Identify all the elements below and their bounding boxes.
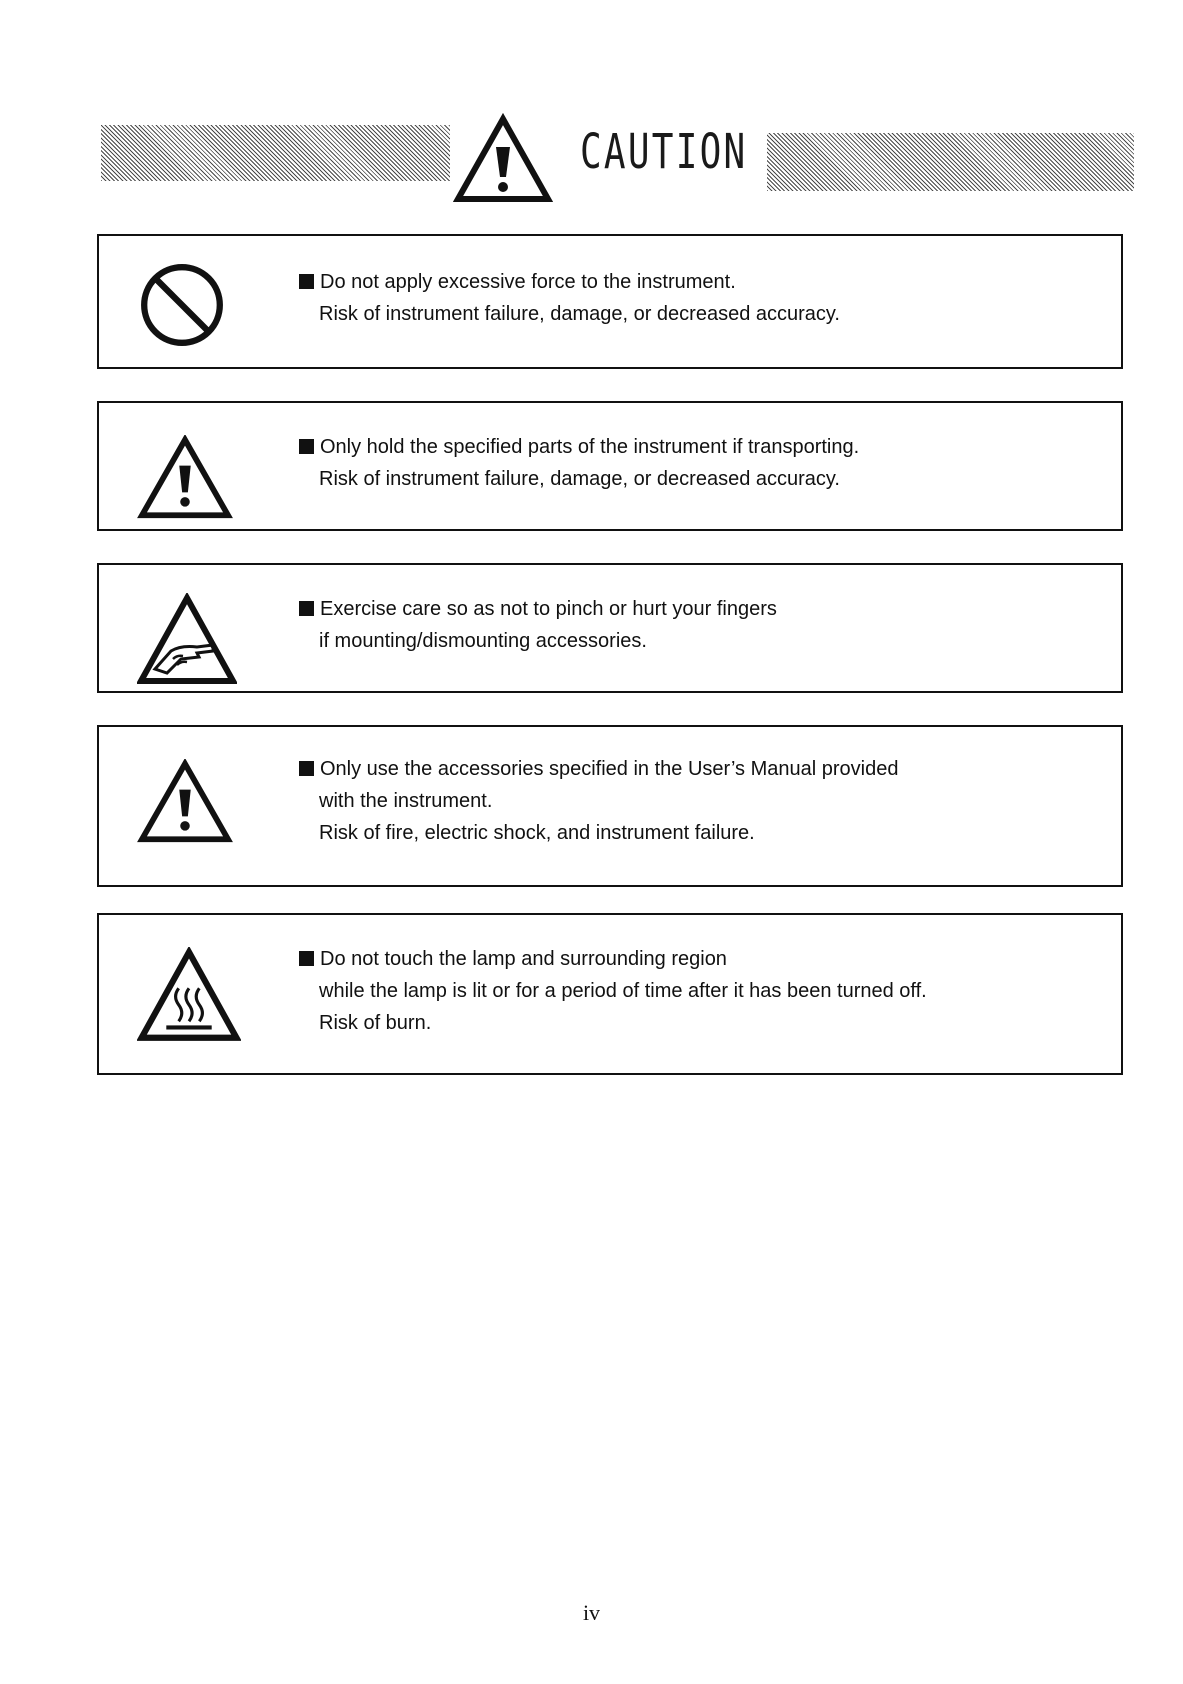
warning-triangle-icon — [137, 435, 233, 521]
square-bullet-icon — [299, 601, 314, 616]
square-bullet-icon — [299, 951, 314, 966]
caution-box-lamp-burn — [97, 913, 1123, 1075]
page-number: iv — [582, 1600, 601, 1625]
caution-headline-text: Exercise care so as not to pinch or hurt your fingers — [320, 598, 777, 620]
caution-text — [299, 266, 840, 330]
caution-text — [299, 593, 777, 657]
caution-box-excessive-force — [97, 234, 1123, 369]
caution-text — [299, 431, 859, 495]
warning-triangle-icon — [137, 759, 233, 845]
pinch-hand-warning-icon — [137, 593, 237, 688]
caution-detail: Risk of instrument failure, damage, or decreased accuracy. — [319, 303, 840, 325]
caution-headline — [299, 593, 777, 625]
caution-box-accessories — [97, 725, 1123, 887]
caution-headline — [299, 266, 840, 298]
caution-box-pinch — [97, 563, 1123, 693]
caution-headline-text: Do not touch the lamp and surrounding region — [320, 948, 727, 970]
caution-headline-text: Only use the accessories specified in the User’s Manual provided — [320, 758, 899, 780]
caution-headline — [299, 431, 859, 463]
caution-text — [299, 753, 898, 849]
caution-text — [299, 943, 927, 1039]
square-bullet-icon — [299, 439, 314, 454]
caution-detail: if mounting/dismounting accessories. — [319, 630, 647, 652]
square-bullet-icon — [299, 274, 314, 289]
prohibition-icon — [137, 260, 227, 350]
caution-title: CAUTION — [580, 124, 748, 180]
caution-headline — [299, 753, 898, 785]
caution-box-transporting — [97, 401, 1123, 531]
header-hatch-bar-left — [101, 125, 450, 181]
warning-triangle-icon — [453, 113, 553, 205]
caution-headline-text: Only hold the specified parts of the instrument if transporting. — [320, 436, 860, 458]
caution-detail: Risk of instrument failure, damage, or decreased accuracy. — [319, 468, 840, 490]
caution-detail: Risk of fire, electric shock, and instrument failure. — [319, 822, 755, 844]
square-bullet-icon — [299, 761, 314, 776]
caution-detail: with the instrument. — [319, 790, 493, 812]
caution-headline-text: Do not apply excessive force to the instrument. — [320, 271, 736, 293]
caution-detail: while the lamp is lit or for a period of time after it has been turned off. — [319, 980, 927, 1002]
caution-header — [0, 0, 1183, 220]
caution-detail: Risk of burn. — [319, 1012, 432, 1034]
header-hatch-bar-right — [767, 133, 1134, 191]
caution-headline — [299, 943, 927, 975]
hot-surface-warning-icon — [137, 947, 241, 1045]
